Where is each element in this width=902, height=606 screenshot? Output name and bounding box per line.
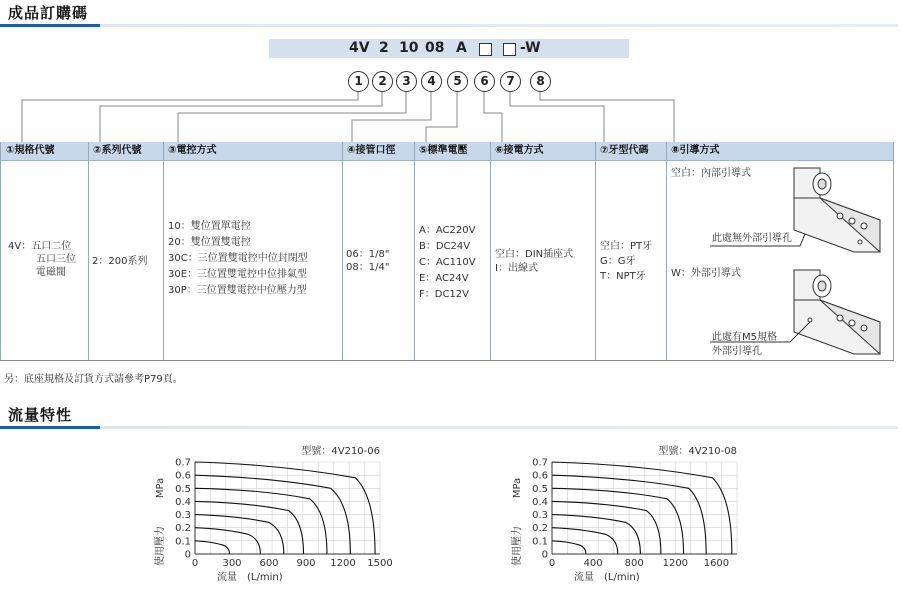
number-circle-5: 5: [447, 71, 468, 92]
cell-voltage-line: F：DC12V: [419, 289, 469, 300]
column-divider: [595, 142, 596, 360]
y-axis-label: 使用壓力: [155, 526, 166, 566]
section-rule: [0, 426, 898, 429]
y-tick-label: 0.2: [532, 523, 548, 535]
x-tick-label: 1200: [330, 558, 356, 569]
cell-control-line: 30E：三位置雙電控中位排氣型: [168, 269, 308, 280]
column-divider: [666, 142, 667, 360]
column-divider: [342, 142, 343, 360]
series-line-3: [195, 515, 284, 554]
x-axis-label: 流量 (L/min): [217, 572, 283, 583]
number-circle-6: 6: [474, 71, 495, 92]
cell-voltage-line: A：AC220V: [419, 225, 476, 236]
y-tick-label: 0.7: [175, 457, 191, 469]
y-tick-label: 0.3: [175, 510, 191, 522]
y-tick-label: 0.5: [175, 483, 191, 495]
number-circle-1: 1: [348, 71, 369, 92]
cell-pilot-line: 空白：內部引導式: [671, 168, 751, 179]
cell-voltage-line: C：AC110V: [419, 257, 476, 268]
number-circle-4: 4: [421, 71, 442, 92]
section-title-flow: 流量特性: [8, 406, 73, 424]
y-tick-label: 0.5: [532, 483, 548, 495]
code-part-voltage: A: [456, 40, 467, 56]
y-tick-label: 0.7: [532, 457, 548, 469]
x-tick-label: 0: [548, 558, 556, 569]
header-control-type: ③電控方式: [168, 145, 217, 156]
header-spec-code: ①規格代號: [6, 145, 55, 156]
flow-chart-4v210-06: [140, 438, 400, 588]
series-line-1: [195, 541, 230, 554]
column-divider: [163, 142, 164, 360]
header-thread: ⑦牙型代碼: [600, 145, 649, 156]
chart-title: 型號：4V210-06: [301, 446, 380, 457]
callout-line-b: [700, 310, 810, 350]
cell-spec-line: 五口三位: [36, 254, 76, 265]
cell-thread-line: T：NPT牙: [600, 271, 646, 282]
footnote: 另：底座規格及訂貨方式請參考P79頁。: [4, 374, 183, 385]
y-tick-label: 0.3: [532, 510, 548, 522]
chart-title: 型號：4V210-08: [658, 446, 737, 457]
y-tick-label: 0.1: [175, 536, 191, 548]
cell-control-line: 30C：三位置雙電控中位封閉型: [168, 253, 308, 264]
cell-series-line: 2：200系列: [92, 256, 148, 267]
cell-spec-line: 電磁閥: [36, 267, 66, 278]
y-axis-label: 使用壓力: [512, 526, 523, 566]
cell-connection-line: 空白：DIN插座式: [495, 249, 574, 260]
cell-pilot-line: W：外部引導式: [671, 268, 741, 279]
cell-control-line: 10：雙位置單電控: [168, 221, 251, 232]
x-tick-label: 1500: [367, 558, 393, 569]
callout-m5-port-line2: 外部引導孔: [712, 346, 762, 357]
series-line-3: [552, 515, 640, 554]
y-tick-label: 0.4: [532, 496, 548, 508]
x-axis-label: 流量 (L/min): [574, 572, 640, 583]
cell-thread-line: 空白：PT牙: [600, 241, 653, 252]
header-voltage: ⑤標準電壓: [419, 145, 468, 156]
callout-line-a: [700, 230, 810, 250]
callout-no-external-port: 此處無外部引導孔: [712, 233, 792, 244]
code-part-series: 4V: [349, 40, 370, 56]
cell-voltage-line: E：AC24V: [419, 273, 469, 284]
cell-port-line: 06：1/8": [346, 249, 390, 260]
number-circle-2: 2: [372, 71, 393, 92]
y-tick-label: 0.6: [175, 470, 191, 482]
header-connection: ⑥接電方式: [495, 145, 544, 156]
x-tick-label: 400: [583, 558, 603, 569]
column-divider: [414, 142, 415, 360]
cell-voltage-line: B：DC24V: [419, 241, 471, 252]
y-unit-label: MPa: [155, 477, 166, 499]
code-part-control: 10: [399, 40, 419, 56]
flow-chart-4v210-08: [497, 438, 757, 588]
cell-control-line: 30P：三位置雙電控中位壓力型: [168, 285, 307, 296]
y-tick-label: 0: [541, 549, 548, 561]
y-tick-label: 0: [184, 549, 191, 561]
table-bottom-border: [0, 360, 894, 361]
series-line-1: [552, 541, 586, 554]
y-tick-label: 0.6: [532, 470, 548, 482]
number-circle-7: 7: [500, 71, 521, 92]
section-title-order-code: 成品訂購碼: [8, 4, 89, 22]
cell-thread-line: G：G牙: [600, 256, 636, 267]
cell-control-line: 20：雙位置雙電控: [168, 237, 251, 248]
cell-spec-line: 4V：五口二位: [8, 241, 72, 252]
y-tick-label: 0.4: [175, 496, 191, 508]
header-pilot: ⑧引導方式: [671, 145, 720, 156]
number-circle-8: 8: [530, 71, 551, 92]
x-tick-label: 300: [222, 558, 242, 569]
x-tick-label: 600: [259, 558, 279, 569]
code-part-body: 2: [379, 40, 389, 56]
y-tick-label: 0.2: [175, 523, 191, 535]
y-unit-label: MPa: [512, 477, 523, 499]
x-tick-label: 800: [624, 558, 644, 569]
number-circle-3: 3: [396, 71, 417, 92]
header-series-code: ②系列代號: [93, 145, 142, 156]
y-tick-label: 0.1: [532, 536, 548, 548]
header-port-size: ④接管口徑: [347, 145, 396, 156]
code-part-port: 08: [425, 40, 445, 56]
column-divider: [893, 142, 894, 360]
x-tick-label: 900: [296, 558, 316, 569]
cell-connection-line: I：出線式: [495, 263, 538, 274]
x-tick-label: 0: [191, 558, 199, 569]
column-divider: [0, 142, 1, 360]
column-divider: [88, 142, 89, 360]
cell-port-line: 08：1/4": [346, 262, 390, 273]
callout-m5-port-line1: 此處有M5規格: [712, 332, 777, 343]
x-tick-label: 1600: [703, 558, 730, 569]
code-part-pilot: -W: [520, 40, 541, 56]
column-divider: [490, 142, 491, 360]
x-tick-label: 1200: [662, 558, 689, 569]
